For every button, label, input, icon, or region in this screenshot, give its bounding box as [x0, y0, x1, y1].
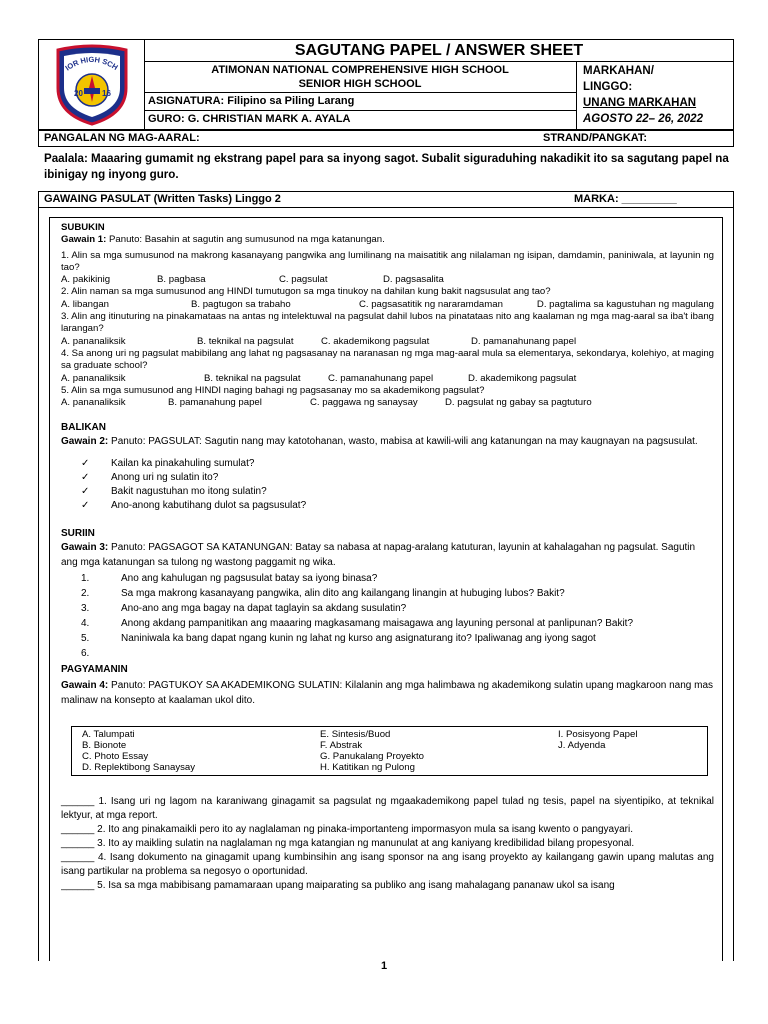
linggo-label: LINGGO: — [583, 81, 633, 93]
list-item: ✓ Ano-anong kabutihang dulot sa pagsusulat? — [61, 499, 714, 513]
question-1-options: A. pakikinig B. pagbasa C. pagsulat D. pagsasalita — [61, 274, 444, 286]
list-item: 1. Ano ang kahulugan ng pagsusulat batay sa iyong binasa? — [81, 573, 378, 585]
subject: ASIGNATURA: Filipino sa Piling Larang — [148, 95, 355, 107]
logo-year-left: 20 — [74, 89, 83, 98]
question-5-options: A. pananaliksik B. pamanahung papel C. paggawa ng sanaysay D. pagsulat ng gabay sa pagtuturo — [61, 397, 592, 409]
list-item: ______ 1. Isang uri ng lagom na karaniwang ginagamit sa pagsulat ng mgaakademikong papel tulad ng tesis, papel na siyentipiko, at teknikal lektyur, at mga report. — [61, 796, 714, 822]
check-icon: ✓ — [81, 472, 90, 484]
name-label: PANGALAN NG MAG-AARAL: — [44, 132, 200, 144]
list-item: 4. Anong akdang pampanitikan ang maaaring magkasamang maisagawa ang layuning personal at panlipunan? Bakit? — [81, 618, 634, 630]
markahan-value: UNANG MARKAHAN — [583, 97, 697, 109]
list-item: ✓ Bakit nagustuhan mo itong sulatin? — [61, 485, 714, 499]
content — [61, 222, 714, 893]
list-item: ______ 5. Isa sa mga mabibisang pamamaraan upang maiparating sa publiko ang isang mahalagang pananaw ukol sa isang — [61, 880, 615, 892]
suriin-heading: SURIIN — [61, 528, 95, 540]
question-3-options: A. pananaliksik B. teknikal na pagsulat C. akademikong pagsulat D. pamanahunang papel — [61, 335, 577, 347]
question-5: 5. Alin sa mga sumusunod ang HINDI naging bahagi ng pagsasanay mo sa akademikong pagsulat? — [61, 384, 485, 396]
list-item: ______ 2. Ito ang pinakamaikli pero ito ay naglalaman ng pinaka-importanteng impormasyon mula sa isang kwento o pangyayari. — [61, 824, 634, 836]
list-item: ______ 3. Ito ay maikling sulatin na naglalaman ng mga katangian ng manunulat at ang kaniyang kredibilidad bilang propesyonal. — [61, 838, 635, 850]
list-item: ✓ Anong uri ng sulatin ito? — [61, 471, 714, 485]
school-level: SENIOR HIGH SCHOOL — [298, 78, 422, 90]
date: AGOSTO 22– 26, 2022 — [583, 113, 703, 125]
score-label: MARKA: _________ — [574, 193, 677, 205]
question-4: 4. Sa anong uri ng pagsulat mabibilang ang lahat ng pagsasanay na naranasan ng mga mag-aaral mula sa elementarya, sekondarya, kolehiyo, at maging sa graduate school? — [61, 347, 714, 372]
note: Paalala: Maaaring gumamit ng ekstrang papel para sa inyong sagot. Subalit siguraduhing nakadikit ito sa sagutang papel na ibinigay ng inyong guro. — [44, 152, 729, 181]
choices-col-2: E. Sintesis/Buod F. Abstrak G. Panukalang Proyekto H. Katitikan ng Pulong — [320, 729, 424, 774]
pagyamanin-items — [61, 795, 714, 893]
balikan-list — [61, 457, 714, 513]
list-item: 5. Naniniwala ka bang dapat ngang kunin ng lahat ng kurso ang asignaturang ito? Ipaliwanag ang iyong sagot — [81, 633, 596, 645]
logo-arc-text: IOR HIGH SCH — [63, 54, 120, 73]
task-title: GAWAING PASULAT (Written Tasks) Linggo 2 — [44, 193, 281, 205]
strand-label: STRAND/PANGKAT: — [543, 132, 648, 144]
list-item: 6. — [81, 648, 90, 660]
gawain-1: Gawain 1: Panuto: Basahin at sagutin ang sumusunod na mga katanungan. — [61, 234, 385, 246]
question-4-options: A. pananaliksik B. teknikal na pagsulat C. pamanahunang papel D. akademikong pagsulat — [61, 372, 577, 384]
check-icon: ✓ — [81, 486, 90, 498]
subukin-heading: SUBUKIN — [61, 222, 105, 233]
logo-year-right: 16 — [102, 89, 111, 98]
school-name: ATIMONAN NATIONAL COMPREHENSIVE HIGH SCHOOL — [211, 64, 509, 76]
question-1: 1. Alin sa mga sumusunod na makrong kasanayang pangwika ang lumilinang na maisatitik ang nilalaman ng isipan, damdamin, paniniwala, at layunin ng tao? — [61, 249, 714, 273]
balikan-heading: BALIKAN — [61, 422, 106, 434]
question-3: 3. Alin ang itinuturing na pinakamataas na antas ng intelektuwal na pagsulat dahil lubos na pinatataas nito ang kaalaman ng mga mag-aaral sa iba't ibang larangan? — [61, 311, 714, 335]
list-item: 3. Ano-ano ang mga bagay na dapat taglayin sa akdang susulatin? — [81, 603, 407, 615]
list-item: 2. Sa mga makrong kasanayang pangwika, alin dito ang kailangang linangin at hubuging lubos? Bakit? — [81, 588, 565, 600]
gawain-2: Gawain 2: Panuto: PAGSULAT: Sagutin nang may katotohanan, wasto, mabisa at kawili-wili ang katanungan na may kaugnayan na pagsusulat. — [61, 436, 698, 448]
gawain-4: Gawain 4: Panuto: PAGTUKOY SA AKADEMIKONG SULATIN: Kilalanin ang mga halimbawa ng akademikong sulatin upang magkaroon nang mas malinaw na konsepto at kaalaman ukol dito. — [61, 680, 714, 707]
teacher: GURO: G. CHRISTIAN MARK A. AYALA — [148, 113, 351, 125]
question-2-options: A. libangan B. pagtugon sa trabaho C. pagsasatitik ng nararamdaman D. pagtalima sa kagustuhan ng magulang — [61, 298, 714, 310]
check-icon: ✓ — [81, 500, 90, 512]
choices-col-3: I. Posisyong Papel J. Adyenda — [558, 729, 638, 752]
list-item: ✓ Kailan ka pinakahuling sumulat? — [61, 457, 714, 471]
markahan-label: MARKAHAN/ — [583, 65, 654, 77]
list-item: ______ 4. Isang dokumento na ginagamit upang kumbinsihin ang isang sponsor na ang isang proyekto ay kailangang gawin upang malutas ang isang partikular na problema sa negosyo o oportunidad. — [61, 852, 714, 878]
gawain-3: Gawain 3: Panuto: PAGSAGOT SA KATANUNGAN: Batay sa nabasa at napag-aralang katuturan, layunin at kahalagahan ng pagsulat. Sagutin ang mga katanungan sa tulong ng wastong paggamit ng wika. — [61, 542, 696, 569]
suriin-list — [61, 571, 714, 661]
choices-box — [71, 726, 708, 776]
pagyamanin-heading: PAGYAMANIN — [61, 664, 128, 676]
page-number: 1 — [380, 960, 388, 972]
question-2: 2. Alin naman sa mga sumusunod ang HINDI tumutugon sa mga tinukoy na dahilan kung bakit nagsusulat ang tao? — [61, 286, 551, 298]
school-logo — [50, 44, 134, 126]
page-title: SAGUTANG PAPEL / ANSWER SHEET — [294, 42, 584, 59]
check-icon: ✓ — [81, 458, 90, 470]
choices-col-1: A. Talumpati B. Bionote C. Photo Essay D. Replektibong Sanaysay — [82, 729, 196, 774]
